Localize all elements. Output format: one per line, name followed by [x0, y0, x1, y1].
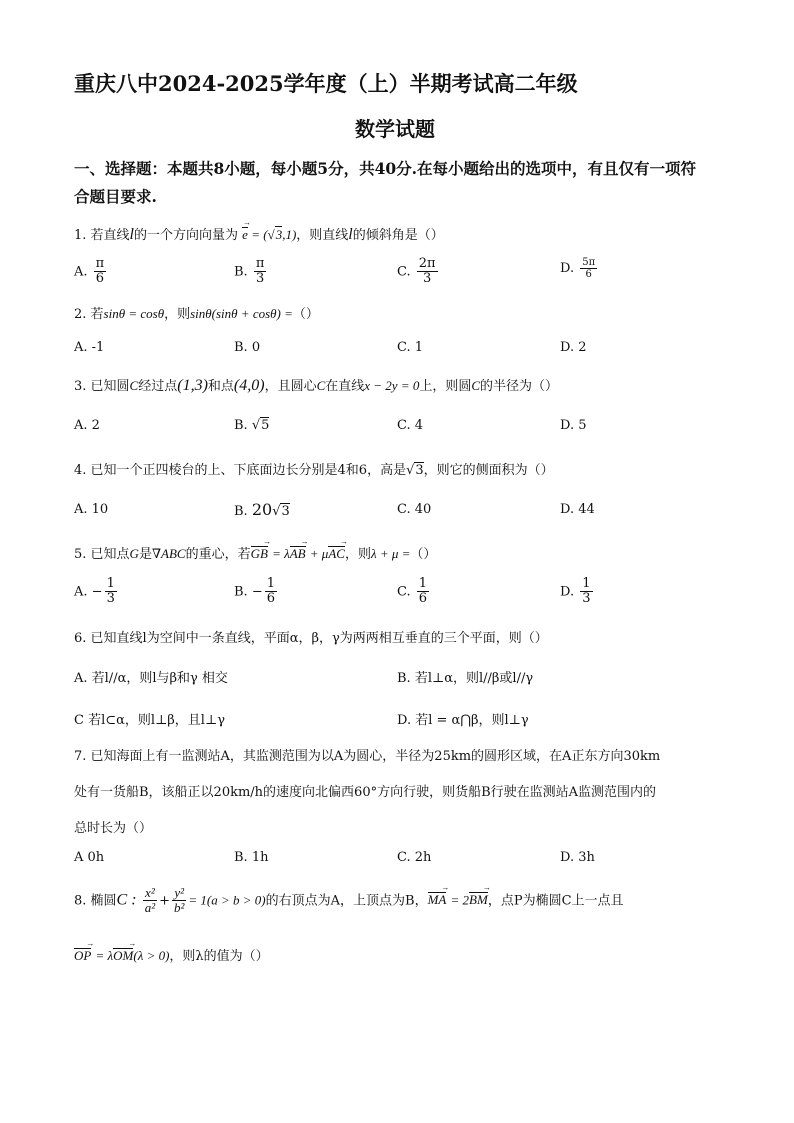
q3-line-equation: x − 2y = 0: [364, 378, 420, 393]
numerator: π: [255, 256, 265, 271]
option-label: A.: [74, 584, 88, 600]
q8-text-part2: 的右顶点为A，上顶点为B，: [265, 893, 428, 909]
q3-text-part1: 3. 已知圆: [74, 379, 130, 394]
q3-point1: (1,3): [177, 377, 208, 394]
q5-text-part4: ，则: [344, 547, 371, 562]
fraction-x: [143, 886, 157, 916]
question-2: [74, 303, 319, 322]
q2-option-a: A. -1: [74, 340, 105, 355]
denominator: 3: [423, 271, 432, 287]
fraction: [580, 257, 597, 280]
numerator: 1: [266, 576, 276, 591]
question-1: [74, 224, 444, 244]
denominator: b²: [174, 900, 185, 916]
numerator: 1: [418, 576, 428, 591]
q2-option-d: D. 2: [560, 340, 587, 355]
q5-point-g: G: [129, 546, 139, 561]
question-3: [74, 375, 558, 395]
denominator: 6: [95, 271, 105, 287]
q5-vector-gb: GB →: [251, 546, 268, 562]
q3-point2: (4,0): [233, 377, 265, 394]
q1-text-part3: ，则直线: [296, 228, 349, 243]
q8-eq2: = 2: [450, 892, 470, 908]
numerator: y²: [172, 886, 186, 901]
q3-text-part5: 在直线: [325, 379, 365, 394]
q7-option-a: A 0h: [74, 850, 105, 865]
numerator: 2π: [418, 256, 436, 271]
q8-vector-ma: MA →: [428, 892, 447, 908]
sqrt-value: 5: [261, 418, 270, 433]
denominator: 3: [106, 591, 115, 607]
q5-text-part1: 5. 已知点: [74, 547, 130, 562]
q1-var-l: l: [129, 226, 134, 243]
denominator: 3: [582, 591, 591, 607]
question-7-line2: 处有一货船B，该船正以20km/h的速度向北偏西60°方向行驶，则货船B行驶在监测站A监测范围内的: [74, 785, 657, 800]
q8-text-part3: ，点P为椭圆C上一点且: [487, 893, 624, 909]
question-7-line3: 总时长为（）: [74, 821, 153, 836]
exam-subtitle: 数学试题: [355, 117, 435, 141]
q3-option-d: D. 5: [560, 418, 587, 433]
denominator: 6: [585, 269, 592, 280]
q6-option-b: B. 若l⊥α，则l//β或l//γ: [397, 671, 534, 686]
q1-vector: e → = (√3,1): [242, 227, 296, 242]
fraction: [94, 257, 107, 287]
minus-sign: −: [91, 584, 103, 600]
section-heading-line1: 一、选择题：本题共8小题，每小题5分，共40分.在每小题给出的选项中，有且仅有一项符: [74, 159, 697, 178]
q2-text-part1: 2. 若: [74, 307, 104, 322]
q6-option-c: C 若l⊂α，则l⊥β，且l⊥γ: [74, 713, 225, 728]
q8-condition: (λ > 0): [133, 948, 170, 963]
q8-equation: = 1(a > b > 0): [188, 892, 266, 908]
q3-option-b: B. √5: [234, 418, 270, 433]
fraction: [417, 257, 438, 287]
numerator: 1: [106, 576, 115, 591]
q6-option-d: D. 若l = α⋂β，则l⊥γ: [397, 713, 529, 728]
q5-option-a: [74, 577, 119, 607]
question-7-line1: 7. 已知海面上有一监测站A，其监测范围为以A为圆心，半径为25km的圆形区域，在A正东方向30km: [74, 749, 661, 764]
q8-vector-op: OP →: [74, 948, 91, 964]
question-8-line2: [74, 945, 269, 964]
q6-option-a: A. 若l//α，则l与β和γ 相交: [74, 671, 228, 686]
q2-option-c: C. 1: [397, 340, 424, 355]
q2-text-part2: ，则: [164, 307, 191, 322]
q5-text-part3: 的重心，若: [185, 547, 251, 562]
q2-text-part3: （）: [292, 307, 319, 322]
q4-sqrt3: 3: [415, 463, 424, 478]
denominator: a²: [144, 900, 156, 916]
q1-text-part4: 的倾斜角是（）: [352, 228, 444, 243]
fraction-y: [172, 886, 186, 916]
q1-option-d: [560, 257, 599, 280]
option-label: A.: [74, 264, 88, 280]
q8-text-part1: 8. 椭圆: [74, 893, 117, 909]
q8-eq3: = λ: [95, 948, 114, 963]
q5-text-part2: 是∇: [138, 547, 162, 562]
option-label: D.: [560, 261, 575, 276]
q2-option-b: B. 0: [234, 340, 261, 355]
q7-option-c: C. 2h: [397, 850, 432, 865]
denominator: 6: [418, 591, 428, 607]
q1-option-b: [234, 257, 268, 287]
q5-triangle: ABC: [161, 546, 186, 561]
fraction: [254, 257, 267, 287]
option-label: B.: [234, 418, 248, 433]
numerator: 5π: [582, 257, 596, 268]
q1-text-part2: 的一个方向向量为: [134, 228, 239, 243]
q3-circle-c: C: [129, 378, 139, 393]
question-8-line1: 8. 椭圆C : $\frac{\text{x²}}{\text{a²}}$ + $\frac{\text{y²}}{\text{b²}}$ = 1(a > b > 0)的右顶点为A，上顶点为B，MA → = 2BM →，点P为椭圆C上一点且: [74, 886, 624, 916]
option-label: B.: [234, 264, 248, 280]
question-5: [74, 543, 436, 562]
q3-circle-c2: C: [316, 378, 326, 393]
fraction: [105, 577, 117, 607]
q4-option-c: C. 40: [397, 502, 432, 517]
q5-text-part5: （）: [410, 547, 437, 562]
fraction: [580, 577, 592, 607]
q8-vector-om: OM →: [113, 948, 133, 964]
q5-eq: = λ: [272, 546, 290, 561]
denominator: 3: [255, 271, 265, 287]
option-label: B.: [234, 584, 248, 600]
q2-equation2: sinθ(sinθ + cosθ) =: [190, 306, 293, 321]
q5-plus: + μ: [309, 546, 329, 561]
q3-option-a: A. 2: [74, 418, 100, 433]
q5-vector-ac: AC →: [328, 546, 345, 562]
q3-option-c: C. 4: [397, 418, 424, 433]
q5-lambda-mu: λ + μ =: [370, 546, 411, 561]
sqrt-3: 3: [281, 504, 290, 519]
q3-text-part6: 上，则圆: [419, 379, 472, 394]
exam-title: 重庆八中2024-2025学年度（上）半期考试高二年级: [74, 71, 578, 96]
q7-option-d: D. 3h: [560, 850, 595, 865]
q1-option-c: [397, 257, 440, 287]
option-label: C.: [397, 264, 411, 280]
q5-option-d: [560, 577, 595, 607]
denominator: 6: [266, 591, 276, 607]
question-4: 4. 已知一个正四棱台的上、下底面边长分别是4和6，高是√3，则它的侧面积为（）: [74, 463, 554, 478]
q3-text-part4: ，且圆心: [264, 379, 317, 394]
q5-option-b: [234, 577, 279, 607]
minus-sign: −: [251, 584, 263, 600]
q4-text-part2: ，则它的侧面积为（）: [423, 463, 554, 478]
q4-text-part1: 4. 已知一个正四棱台的上、下底面边长分别是4和6，高是: [74, 463, 407, 478]
q1-var-l2: l: [348, 226, 353, 243]
q3-text-part3: 和点: [207, 379, 234, 394]
numerator: 1: [582, 576, 591, 591]
fraction: [265, 577, 277, 607]
q3-text-part7: 的半径为（）: [480, 379, 559, 394]
numerator: π: [95, 256, 105, 271]
q5-option-c: [397, 577, 431, 607]
q1-option-a: [74, 257, 108, 287]
section-heading-line2: 合题目要求.: [74, 187, 157, 206]
fraction: [417, 577, 429, 607]
option-label: D.: [560, 584, 575, 600]
q8-text-part4: ，则λ的值为（）: [169, 949, 269, 964]
q8-ellipse-c: C :: [116, 891, 137, 909]
q4-option-d: D. 44: [560, 502, 595, 517]
q4-option-a: A. 10: [74, 502, 109, 517]
option-label: B.: [234, 504, 248, 519]
q1-text-part1: 1. 若直线: [74, 228, 130, 243]
q5-vector-ab: AB →: [290, 546, 306, 562]
q3-circle-c3: C: [471, 378, 481, 393]
q7-option-b: B. 1h: [234, 850, 269, 865]
q8-vector-bm: BM →: [469, 892, 488, 908]
option-value: 20: [251, 500, 273, 519]
option-label: C.: [397, 584, 411, 600]
q4-option-b: B. 20√3: [234, 500, 290, 519]
question-6: 6. 已知直线l为空间中一条直线，平面α，β，γ为两两相互垂直的三个平面，则（）: [74, 631, 548, 646]
numerator: x²: [143, 886, 157, 901]
q3-text-part2: 经过点: [138, 379, 178, 394]
q2-equation1: sinθ = cosθ: [103, 306, 165, 321]
